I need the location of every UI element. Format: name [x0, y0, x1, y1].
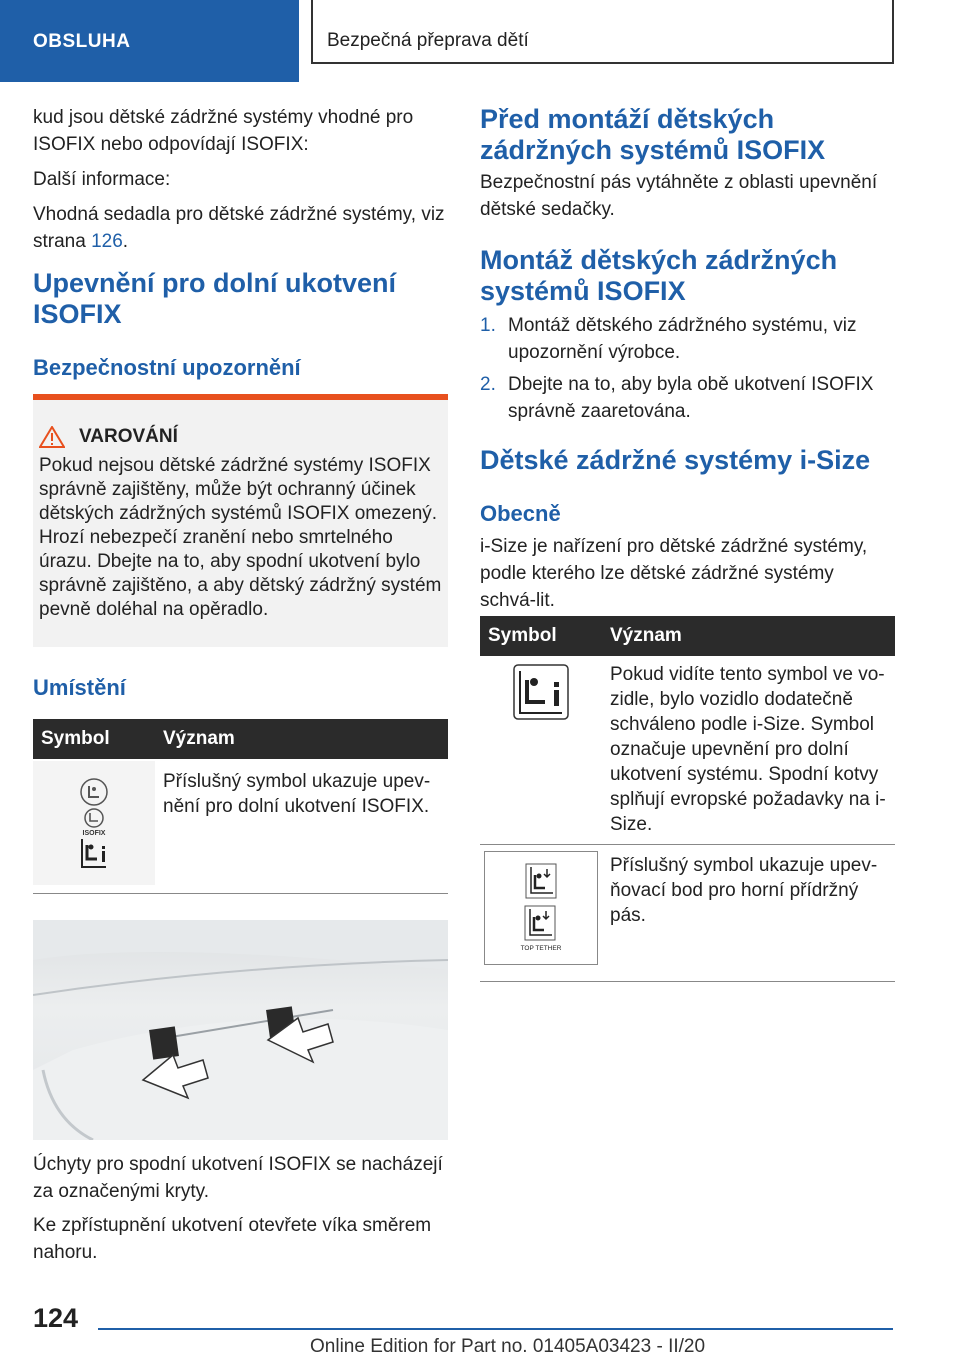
- footer-edition: Online Edition for Part no. 01405A03423 - II/20: [310, 1336, 706, 1357]
- chapter-tab: [311, 0, 894, 64]
- meaning-cell: Příslušný symbol ukazuje upev-ňovací bod pro horní přídržný pás.: [610, 855, 878, 926]
- heading-before-mounting: Před montáží dětských zádržných systémů ISOFIX: [480, 104, 826, 165]
- isofix-seat-icon: [79, 777, 109, 807]
- table-header: [480, 616, 895, 656]
- isize-table: [480, 616, 895, 982]
- warning-text: Pokud nejsou dětské zádržné systémy ISOFIX správně zajištěny, může být ochranný účinek dětských zádržných systémů ISOFIX omezený. Hrozí nebezpečí zranění nebo smrtelného úrazu. Dbejte na to, aby spodní ukotvení bylo správně zajištěno, a aby dětský zádržný systém pevně doléhal na opěradlo.: [39, 455, 442, 620]
- warning-title: VAROVÁNÍ: [79, 426, 178, 447]
- col-header-symbol: Symbol: [488, 625, 557, 646]
- isize-seat-icon: [513, 664, 569, 720]
- meaning-cell: Příslušný symbol ukazuje upev-nění pro dolní ukotvení ISOFIX.: [163, 771, 431, 817]
- left-intro: [33, 104, 448, 255]
- isize-seat-icon: [79, 837, 109, 869]
- table-row: [33, 759, 448, 894]
- intro-paragraph-3: Vhodná sedadla pro dětské zádržné systémy, viz strana 126.: [33, 204, 445, 252]
- photo-captions: [33, 1151, 448, 1266]
- symbol-cell: [33, 761, 155, 885]
- table-row: [480, 845, 895, 982]
- top-tether-seat-icon: [525, 863, 557, 899]
- caption-2: Ke zpřístupnění ukotvení otevřete víka směrem nahoru.: [33, 1215, 432, 1263]
- isize-text: i-Size je nařízení pro dětské zádržné systémy, podle kterého lze dětské zádržné systémy schvá-lit.: [480, 536, 868, 611]
- meaning-cell: Pokud vidíte tento symbol ve vo-zidle, bylo vozidlo dodatečně schváleno podle i-Size. Symbol označuje upevnění pro dolní ukotvení systému. Spodní kotvy splňují evropské požadavky na i-Size.: [610, 664, 886, 835]
- list-item: 1. Montáž dětského zádržného systému, viz upozornění výrobce.: [480, 315, 857, 363]
- heading-general: Obecně: [480, 501, 561, 526]
- section-tab: [0, 0, 299, 82]
- chapter-title: Bezpečná přeprava dětí: [327, 30, 529, 51]
- heading-mounting: Montáž dětských zádržných systémů ISOFIX: [480, 245, 838, 306]
- intro-paragraph-2: Další informace:: [33, 169, 171, 190]
- seat-illustration: [33, 920, 448, 1140]
- col-header-meaning: Význam: [163, 728, 235, 749]
- page-reference-link[interactable]: 126: [91, 231, 123, 252]
- symbol-cell: [480, 656, 602, 844]
- section-title: OBSLUHA: [33, 31, 131, 52]
- top-tether-label-icon: [511, 905, 571, 953]
- page-number: 124: [33, 1303, 79, 1333]
- table-row: [480, 656, 895, 845]
- list-item: 2. Dbejte na to, aby byla obě ukotvení ISOFIX správně zaaretována.: [480, 374, 874, 422]
- isofix-seat-photo: [33, 920, 448, 1140]
- intro-paragraph-1: kud jsou dětské zádržné systémy vhodné pro ISOFIX nebo odpovídají ISOFIX:: [33, 107, 414, 155]
- mounting-steps: [480, 312, 895, 425]
- warning-triangle-icon: [39, 426, 65, 448]
- footer-divider: [98, 1328, 893, 1330]
- heading-safety-notes: Bezpečnostní upozornění: [33, 355, 301, 380]
- before-mounting-text: Bezpečnostní pás vytáhněte z oblasti upevnění dětské sedačky.: [480, 172, 878, 220]
- svg-text:TOP TETHER: TOP TETHER: [520, 945, 562, 952]
- heading-isize: Dětské zádržné systémy i-Size: [480, 445, 871, 475]
- isofix-label-icon: [74, 807, 114, 837]
- svg-text:ISOFIX: ISOFIX: [82, 830, 106, 837]
- col-header-symbol: Symbol: [41, 728, 110, 749]
- heading-placement: Umístění: [33, 675, 126, 700]
- warning-box: [33, 394, 448, 647]
- heading-isofix-lower: Upevnění pro dolní ukotvení ISOFIX: [33, 268, 397, 329]
- caption-1: Úchyty pro spodní ukotvení ISOFIX se nacházejí za označenými kryty.: [33, 1154, 443, 1202]
- symbol-cell: [480, 845, 602, 981]
- placement-table: [33, 719, 448, 894]
- col-header-meaning: Význam: [610, 625, 682, 646]
- table-header: [33, 719, 448, 759]
